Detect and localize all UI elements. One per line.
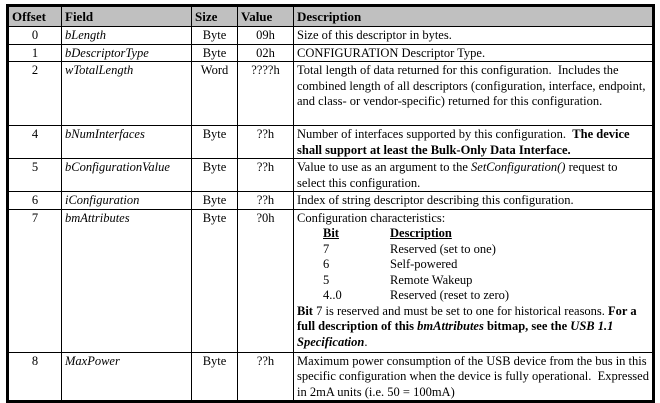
table-header-row bbox=[8, 6, 654, 27]
configuration-descriptor-table bbox=[6, 4, 655, 403]
bit-meaning: Reserved (set to one) bbox=[390, 241, 496, 256]
field-cell: bNumInterfaces bbox=[62, 126, 192, 159]
table-row bbox=[8, 27, 654, 45]
description-italic-text: SetConfiguration() bbox=[471, 160, 566, 174]
note-bold-text: Bit bbox=[297, 303, 313, 318]
description-cell: Total length of data returned for this configuration. Includes the combined length of all descriptors (configuration, interface, endpoint, and class- or vendor-specific) returned for this configuration. bbox=[294, 62, 654, 126]
bit-meaning: Remote Wakeup bbox=[390, 272, 473, 287]
value-cell: 09h bbox=[238, 27, 294, 45]
table-row bbox=[8, 159, 654, 192]
description-cell: Maximum power consumption of the USB device from the bus in this specific configuration when the device is fully operational. Expressed in 2mA units (i.e. 50 = 100mA) bbox=[294, 352, 654, 402]
table-row bbox=[8, 126, 654, 159]
bmattributes-intro: Configuration characteristics: bbox=[297, 210, 446, 225]
value-cell: ??h bbox=[238, 159, 294, 192]
description-text: request to select this configuration. bbox=[297, 160, 618, 190]
offset-cell: 7 bbox=[8, 209, 62, 352]
description-cell bbox=[294, 159, 654, 192]
note-bold-italic-text: bmAttributes bbox=[417, 319, 484, 333]
size-cell: Byte bbox=[192, 126, 238, 159]
offset-cell: 0 bbox=[8, 27, 62, 45]
offset-cell: 6 bbox=[8, 192, 62, 210]
offset-cell: 4 bbox=[8, 126, 62, 159]
field-cell: MaxPower bbox=[62, 352, 192, 402]
offset-cell: 2 bbox=[8, 62, 62, 126]
bmattributes-note bbox=[297, 304, 649, 351]
table-row bbox=[8, 209, 654, 352]
header-size: Size bbox=[192, 6, 238, 27]
bit-number: 5 bbox=[323, 272, 330, 287]
table-row bbox=[8, 44, 654, 62]
header-value: Value bbox=[238, 6, 294, 27]
field-cell: bConfigurationValue bbox=[62, 159, 192, 192]
bit-number: 6 bbox=[323, 257, 330, 271]
description-cell: Index of string descriptor describing this configuration. bbox=[294, 192, 654, 210]
description-cell: Size of this descriptor in bytes. bbox=[294, 27, 654, 45]
bit-table-row bbox=[297, 242, 649, 258]
value-cell: ????h bbox=[238, 62, 294, 126]
bit-table-header bbox=[297, 226, 649, 242]
bit-meaning: Self-powered bbox=[390, 257, 458, 271]
value-cell: ??h bbox=[238, 192, 294, 210]
bit-description-column-header: Description bbox=[390, 226, 452, 240]
field-cell: bmAttributes bbox=[62, 209, 192, 352]
value-cell: 02h bbox=[238, 44, 294, 62]
size-cell: Byte bbox=[192, 159, 238, 192]
header-offset: Offset bbox=[8, 6, 62, 27]
description-cell: CONFIGURATION Descriptor Type. bbox=[294, 44, 654, 62]
bit-meaning: Reserved (reset to zero) bbox=[390, 288, 510, 302]
description-cell bbox=[294, 126, 654, 159]
note-bold-italic-text: USB 1.1 Specification bbox=[297, 319, 614, 349]
size-cell: Byte bbox=[192, 209, 238, 352]
note-text: 7 is reserved and must be set to one for historical reasons. bbox=[312, 303, 609, 318]
table-row bbox=[8, 192, 654, 210]
size-cell: Byte bbox=[192, 352, 238, 402]
offset-cell: 1 bbox=[8, 44, 62, 62]
bit-table-row bbox=[297, 288, 649, 304]
bit-number: 4..0 bbox=[323, 288, 342, 302]
description-bold-text: The device shall support at least the Bulk-Only Data Interface. bbox=[297, 127, 630, 157]
size-cell: Byte bbox=[192, 27, 238, 45]
value-cell: ??h bbox=[238, 352, 294, 402]
field-cell: bDescriptorType bbox=[62, 44, 192, 62]
value-cell: ??h bbox=[238, 126, 294, 159]
size-cell: Word bbox=[192, 62, 238, 126]
description-text: Value to use as an argument to the bbox=[297, 160, 472, 174]
size-cell: Byte bbox=[192, 192, 238, 210]
field-cell: iConfiguration bbox=[62, 192, 192, 210]
field-cell: bLength bbox=[62, 27, 192, 45]
description-text: Number of interfaces supported by this configuration. bbox=[297, 127, 573, 141]
bit-table-row bbox=[297, 273, 649, 289]
value-cell: ?0h bbox=[238, 209, 294, 352]
field-cell: wTotalLength bbox=[62, 62, 192, 126]
note-text: . bbox=[364, 334, 368, 349]
description-cell bbox=[294, 209, 654, 352]
size-cell: Byte bbox=[192, 44, 238, 62]
table-row bbox=[8, 352, 654, 402]
offset-cell: 5 bbox=[8, 159, 62, 192]
bit-number: 7 bbox=[323, 241, 330, 256]
bit-column-header: Bit bbox=[323, 226, 339, 240]
table-row bbox=[8, 62, 654, 126]
offset-cell: 8 bbox=[8, 352, 62, 402]
bit-table-row bbox=[297, 257, 649, 273]
header-field: Field bbox=[62, 6, 192, 27]
note-bold-text: For a full description of this bbox=[297, 303, 637, 333]
note-bold-text: bitmap, see the bbox=[483, 319, 571, 333]
header-description: Description bbox=[294, 6, 654, 27]
